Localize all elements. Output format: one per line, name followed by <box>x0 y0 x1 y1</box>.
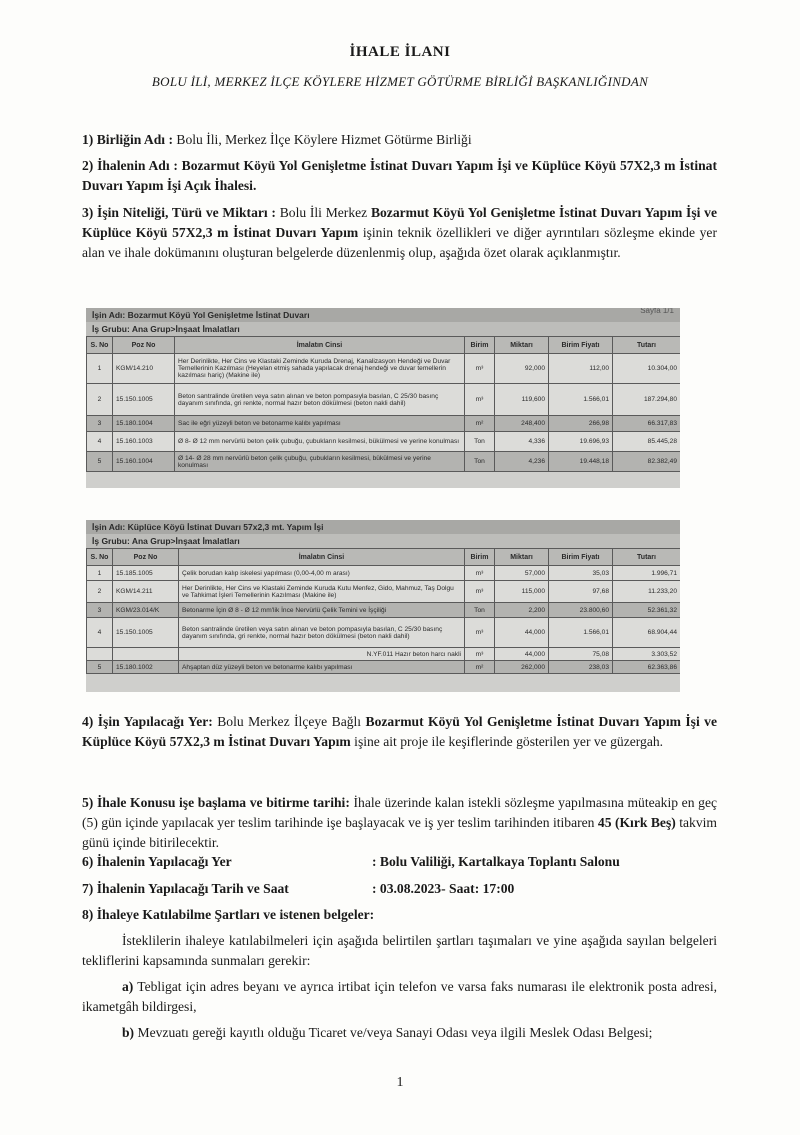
cell-desc: N.YF.011 Hazır beton harcı nakli <box>179 648 465 661</box>
cell-price: 23.800,60 <box>549 603 613 618</box>
table-row <box>87 384 681 416</box>
cell-poz: 15.185.1005 <box>113 566 179 581</box>
cell-total: 11.233,20 <box>613 581 681 603</box>
section-3 <box>82 203 717 263</box>
cell-unit: Ton <box>465 603 495 618</box>
cell-poz: 15.160.1004 <box>113 452 175 472</box>
cell-no: 5 <box>87 661 113 674</box>
cell-no: 2 <box>87 384 113 416</box>
column-header: Miktarı <box>495 337 549 354</box>
table-row <box>87 661 681 674</box>
cost-table-bozarmut <box>86 308 680 488</box>
cell-unit: m³ <box>465 648 495 661</box>
column-header: Poz No <box>113 549 179 566</box>
cell-poz: 15.180.1004 <box>113 416 175 432</box>
cell-qty: 262,000 <box>495 661 549 674</box>
section-5 <box>82 793 717 853</box>
cell-price: 1.566,01 <box>549 384 613 416</box>
cell-desc: Sac ile eğri yüzeyli beton ve betonarme kalıbı yapılması <box>175 416 465 432</box>
column-header: İmalatın Cinsi <box>175 337 465 354</box>
cell-qty: 4,236 <box>495 452 549 472</box>
cell-price: 19.696,93 <box>549 432 613 452</box>
section-2 <box>82 156 717 196</box>
section-4 <box>82 712 717 752</box>
cell-total: 1.996,71 <box>613 566 681 581</box>
cell-qty: 2,200 <box>495 603 549 618</box>
cell-qty: 119,600 <box>495 384 549 416</box>
cell-total: 10.304,00 <box>613 354 681 384</box>
cell-price: 75,08 <box>549 648 613 661</box>
cell-no: 1 <box>87 354 113 384</box>
table-header-row <box>87 549 681 566</box>
cell-total: 68.904,44 <box>613 618 681 648</box>
cell-qty: 248,400 <box>495 416 549 432</box>
section-6-value: : Bolu Valiliği, Kartalkaya Toplantı Salonu <box>372 854 620 869</box>
section-3-text-b: Bozarmut Köyü Yol Genişletme İstinat Duvarı Yapım İşi ve Küplüce Köyü 57X2,3 m İstinat Duvarı Yapım <box>82 205 717 240</box>
document-title: İHALE İLANI <box>349 44 451 60</box>
table-job-name: İşin Adı: Bozarmut Köyü Yol Genişletme İstinat Duvarı <box>86 308 680 322</box>
cell-total: 3.303,52 <box>613 648 681 661</box>
table-page-tag: Sayfa 1/1 <box>640 308 674 315</box>
cell-total: 187.294,80 <box>613 384 681 416</box>
cell-unit: Ton <box>465 452 495 472</box>
cell-no: 4 <box>87 432 113 452</box>
section-6 <box>82 852 717 872</box>
section-7-label: 7) İhalenin Yapılacağı Tarih ve Saat <box>82 881 289 896</box>
section-1 <box>82 130 717 150</box>
column-header: Tutarı <box>613 549 681 566</box>
item-b-text: Mevzuatı gereği kayıtlı olduğu Ticaret ve/veya Sanayi Odası veya ilgili Meslek Odası Belgesi; <box>137 1025 653 1040</box>
section-5-text-b: 45 (Kırk Beş) <box>597 815 676 830</box>
cell-total: 85.445,28 <box>613 432 681 452</box>
section-8-item-b <box>82 1023 717 1043</box>
cell-price: 266,98 <box>549 416 613 432</box>
cell-desc: Her Derinlikte, Her Cins ve Klastaki Zeminde Kuruda Kutu Menfez, Gido, Mahmuz, Taş Dolgu ve Tahkimat İşleri Temellerinin Kazılması (Makine ile) <box>179 581 465 603</box>
cell-poz: 15.180.1002 <box>113 661 179 674</box>
cell-desc: Ø 8- Ø 12 mm nervürlü beton çelik çubuğu, çubukların kesilmesi, bükülmesi ve yerine konulması <box>175 432 465 452</box>
item-a-text: Tebligat için adres beyanı ve ayrıca irtibat için telefon ve varsa faks numarası ile elektronik posta adresi, ikametgâh bildirgesi, <box>82 979 717 1014</box>
column-header: İmalatın Cinsi <box>179 549 465 566</box>
column-header: Birim Fiyatı <box>549 549 613 566</box>
section-4-text-c: işine ait proje ile keşiflerinde gösterilen yer ve güzergah. <box>354 734 664 749</box>
table-row <box>87 566 681 581</box>
column-header: Birim <box>465 337 495 354</box>
cell-total: 62.363,86 <box>613 661 681 674</box>
table-row <box>87 618 681 648</box>
section-3-text-c: işinin teknik özellikleri ve diğer ayrıntıları sözleşme ekinde yer alan ve ihale dokümanını oluşturan belgelerde düzenlenmiş olup, aşağıda özet olarak açıklanmıştır. <box>82 225 717 260</box>
cell-poz: KGM/23.014/K <box>113 603 179 618</box>
cell-no: 2 <box>87 581 113 603</box>
cell-unit: Ton <box>465 432 495 452</box>
section-7 <box>82 879 717 899</box>
table-job-name: İşin Adı: Küplüce Köyü İstinat Duvarı 57x2,3 mt. Yapım İşi <box>86 520 680 534</box>
cell-total: 66.317,83 <box>613 416 681 432</box>
cell-price: 19.448,18 <box>549 452 613 472</box>
cell-unit: m³ <box>465 581 495 603</box>
cell-price: 112,00 <box>549 354 613 384</box>
table-row <box>87 416 681 432</box>
item-a-label: a) <box>122 979 134 994</box>
section-8-intro: İsteklilerin ihaleye katılabilmeleri için aşağıda belirtilen şartları taşımaları ve yine aşağıda sayılan belgeleri tekliflerini kapsamında sunmaları gerekir: <box>82 933 717 968</box>
cell-desc: Betonarme İçin Ø 8 - Ø 12 mm'lik İnce Nervürlü Çelik Temini ve İşçiliği <box>179 603 465 618</box>
document-subtitle: BOLU İLİ, MERKEZ İLÇE KÖYLERE HİZMET GÖTÜRME BİRLİĞİ BAŞKANLIĞINDAN <box>151 74 649 89</box>
table-row <box>87 648 681 661</box>
section-8-label: 8) İhaleye Katılabilme Şartları ve istenen belgeler: <box>82 907 375 922</box>
column-header: S. No <box>87 549 113 566</box>
cell-no <box>87 648 113 661</box>
section-5-text-a: İhale üzerinde kalan istekli sözleşme yapılmasına müteakip en geç (5) gün içinde yapılacak yer teslim tarihinde işe başlayacak ve iş yer teslim tarihinden itibaren <box>82 795 718 830</box>
cell-qty: 4,336 <box>495 432 549 452</box>
cell-qty: 92,000 <box>495 354 549 384</box>
cost-table <box>86 548 680 674</box>
column-header: Poz No <box>113 337 175 354</box>
section-8-heading <box>82 905 717 925</box>
cell-desc: Çelik borudan kalıp iskelesi yapılması (0,00-4,00 m arası) <box>179 566 465 581</box>
section-3-label: 3) İşin Niteliği, Türü ve Miktarı : <box>82 205 276 220</box>
cell-desc: Beton santralinde üretilen veya satın alınan ve beton pompasıyla basılan, C 25/30 basınç dayanım sınıfında, gri renkte, normal hazır beton dökülmesi (beton nakli dahil) <box>175 384 465 416</box>
cell-poz: KGM/14.210 <box>113 354 175 384</box>
column-header: Miktarı <box>495 549 549 566</box>
cost-table <box>86 336 680 472</box>
cell-qty: 44,000 <box>495 618 549 648</box>
cell-desc: Beton santralinde üretilen veya satın alınan ve beton pompasıyla basılan, C 25/30 basınç dayanım sınıfında, gri renkte, normal hazır beton dökülmesi (beton nakli dahil) <box>179 618 465 648</box>
cell-poz: 15.150.1005 <box>113 384 175 416</box>
cell-no: 3 <box>87 603 113 618</box>
cell-qty: 115,000 <box>495 581 549 603</box>
section-5-label: 5) İhale Konusu işe başlama ve bitirme tarihi: <box>82 795 350 810</box>
cell-unit: m³ <box>465 354 495 384</box>
section-4-text-b: Bozarmut Köyü Yol Genişletme İstinat Duvarı Yapım İşi ve Küplüce Köyü 57X2,3 m İstinat Duvarı Yapım <box>82 714 717 749</box>
table-row <box>87 603 681 618</box>
table-work-group: İş Grubu: Ana Grup>İnşaat İmalatları <box>86 534 680 548</box>
cell-desc: Her Derinlikte, Her Cins ve Klastaki Zeminde Kuruda Drenaj, Kanalizasyon Hendeği ve Duvar Temellerinin Kazılması (Heyelan etmiş sahada yapılacak drenaj hendeği ve duvar temellerin kazılması hariç) (Makine ile) <box>175 354 465 384</box>
cell-total: 52.361,32 <box>613 603 681 618</box>
column-header: Tutarı <box>613 337 681 354</box>
table-row <box>87 581 681 603</box>
cell-total: 82.382,49 <box>613 452 681 472</box>
item-b-label: b) <box>122 1025 135 1040</box>
section-5-text-c: takvim günü içinde bitirilecektir. <box>82 815 718 850</box>
section-4-text-a: Bolu Merkez İlçeye Bağlı <box>217 714 362 729</box>
table-row <box>87 354 681 384</box>
section-6-label: 6) İhalenin Yapılacağı Yer <box>82 854 232 869</box>
column-header: S. No <box>87 337 113 354</box>
cell-unit: m² <box>465 661 495 674</box>
cell-poz: 15.150.1005 <box>113 618 179 648</box>
cell-price: 1.566,01 <box>549 618 613 648</box>
cell-poz: 15.160.1003 <box>113 432 175 452</box>
cell-desc: Ahşaptan düz yüzeyli beton ve betonarme kalıbı yapılması <box>179 661 465 674</box>
cell-unit: m³ <box>465 618 495 648</box>
cell-price: 35,03 <box>549 566 613 581</box>
table-row <box>87 452 681 472</box>
cell-unit: m³ <box>465 384 495 416</box>
cell-no: 1 <box>87 566 113 581</box>
table-work-group: İş Grubu: Ana Grup>İnşaat İmalatları <box>86 322 680 336</box>
cell-poz: KGM/14.211 <box>113 581 179 603</box>
page-number: 1 <box>396 1075 404 1090</box>
cell-unit: m² <box>465 416 495 432</box>
cell-no: 4 <box>87 618 113 648</box>
table-row <box>87 432 681 452</box>
column-header: Birim <box>465 549 495 566</box>
cell-poz <box>113 648 179 661</box>
table-header-row <box>87 337 681 354</box>
cell-desc: Ø 14- Ø 28 mm nervürlü beton çelik çubuğu, çubukların kesilmesi, bükülmesi ve yerine konulması <box>175 452 465 472</box>
cost-table-kuplice <box>86 520 680 692</box>
cell-no: 3 <box>87 416 113 432</box>
section-1-label: 1) Birliğin Adı : <box>82 132 174 147</box>
cell-price: 238,03 <box>549 661 613 674</box>
section-1-text: Bolu İli, Merkez İlçe Köylere Hizmet Götürme Birliği <box>176 132 472 147</box>
section-4-label: 4) İşin Yapılacağı Yer: <box>82 714 213 729</box>
cell-qty: 57,000 <box>495 566 549 581</box>
section-2-text: Bozarmut Köyü Yol Genişletme İstinat Duvarı Yapım İşi ve Küplüce Köyü 57X2,3 m İstinat Duvarı Yapım İşi Açık İhalesi. <box>82 158 717 193</box>
column-header: Birim Fiyatı <box>549 337 613 354</box>
section-7-value: : 03.08.2023- Saat: 17:00 <box>372 881 515 896</box>
cell-no: 5 <box>87 452 113 472</box>
cell-unit: m³ <box>465 566 495 581</box>
cell-price: 97,68 <box>549 581 613 603</box>
section-8-item-a <box>82 977 717 1017</box>
section-2-label: 2) İhalenin Adı : <box>82 158 178 173</box>
section-3-text-a: Bolu İli Merkez <box>279 205 368 220</box>
cell-qty: 44,000 <box>495 648 549 661</box>
